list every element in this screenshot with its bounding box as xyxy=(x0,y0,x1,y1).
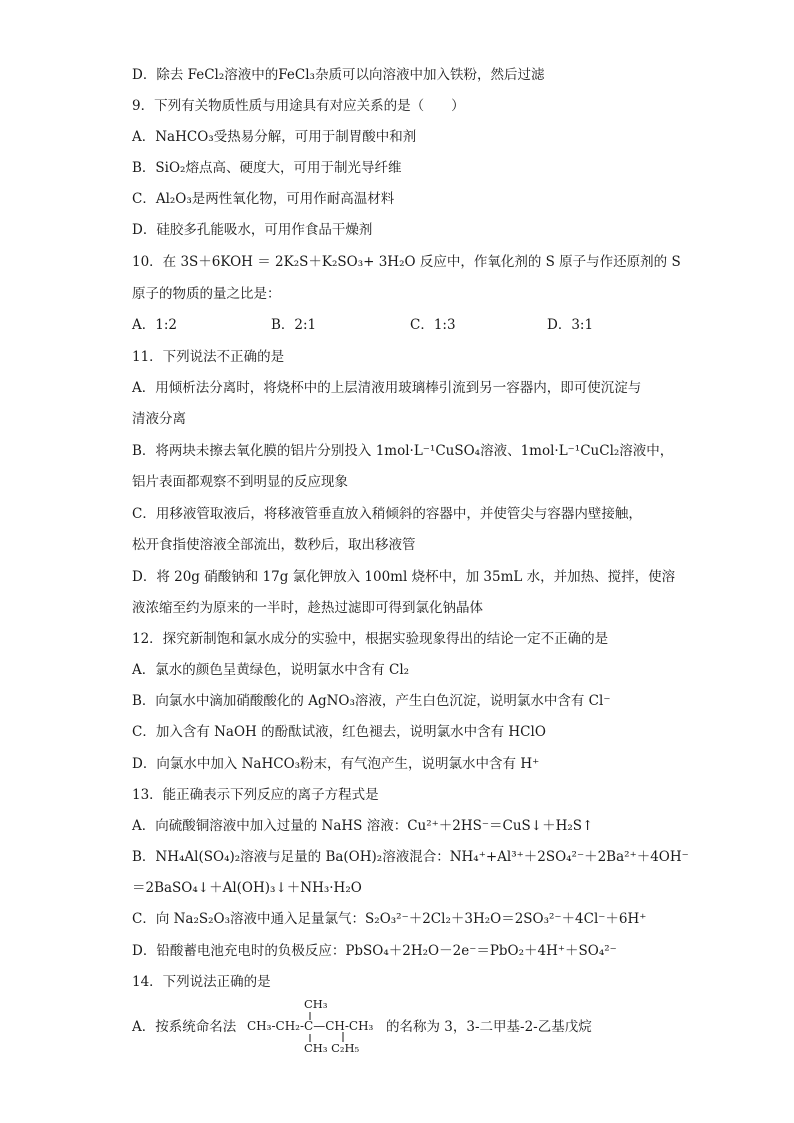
q13-option-b-line1: B．NH₄Al(SO₄)₂溶液与足量的 Ba(OH)₂溶液混合：NH₄⁺+Al³⁺＋2SO₄²⁻＋2Ba²⁺＋4OH⁻ xyxy=(132,849,689,865)
q9-option-a: A．NaHCO₃受热易分解，可用于制胃酸中和剂 xyxy=(132,129,417,145)
q13-option-b-line2: ＝2BaSO₄↓＋Al(OH)₃↓＋NH₃·H₂O xyxy=(132,880,362,896)
q14-option-a-prefix: A．按系统命名法 xyxy=(132,1019,237,1035)
q13-option-a: A．向硫酸铜溶液中加入过量的 NaHS 溶液：Cu²⁺＋2HS⁻＝CuS↓＋H₂S↑ xyxy=(132,818,594,834)
q8-option-d: D．除去 FeCl₂溶液中的FeCl₃杂质可以向溶液中加入铁粉，然后过滤 xyxy=(132,67,545,83)
structure-bottom-substituents: CH₃ C₂H₅ xyxy=(304,1041,360,1055)
q12-option-c: C．加入含有 NaOH 的酚酞试液，红色褪去，说明氯水中含有 HClO xyxy=(132,724,546,740)
q12-option-a: A．氯水的颜色呈黄绿色，说明氯水中含有 Cl₂ xyxy=(132,662,410,678)
q10-option-a: A．1:2 xyxy=(132,317,177,333)
structure-branch-bond xyxy=(335,1030,355,1046)
q11-option-b-line1: B．将两块未擦去氧化膜的铝片分别投入 1mol·L⁻¹CuSO₄溶液、1mol·L⁻¹CuCl₂溶液中， xyxy=(132,443,674,459)
q10-option-c: C．1:3 xyxy=(410,317,456,333)
q11-option-d-line1: D．将 20g 硝酸钠和 17g 氯化钾放入 100ml 烧杯中，加 35mL 水，并加热、搅拌，使溶 xyxy=(132,569,676,585)
q11-option-b-line2: 铝片表面都观察不到明显的反应现象 xyxy=(132,474,348,490)
q13-option-d: D．铅酸蓄电池充电时的负极反应：PbSO₄＋2H₂O－2e⁻＝PbO₂＋4H⁺＋SO₄²⁻ xyxy=(132,943,617,959)
q10-stem-line1: 10．在 3S＋6KOH ＝ 2K₂S＋K₂SO₃+ 3H₂O 反应中，作氧化剂的 S 原子与作还原剂的 S xyxy=(132,254,681,270)
q9-stem: 9．下列有关物质性质与用途具有对应关系的是（ ） xyxy=(132,98,465,114)
q13-stem: 13．能正确表示下列反应的离子方程式是 xyxy=(132,787,379,803)
q13-option-c: C．向 Na₂S₂O₃溶液中通入足量氯气：S₂O₃²⁻＋2Cl₂＋3H₂O＝2SO₃²⁻＋4Cl⁻＋6H⁺ xyxy=(132,911,647,927)
q10-stem-line2: 原子的物质的量之比是： xyxy=(132,286,281,302)
q11-option-a-line2: 清液分离 xyxy=(132,411,186,427)
q12-option-d: D．向氯水中加入 NaHCO₃粉末，有气泡产生，说明氯水中含有 H⁺ xyxy=(132,756,540,772)
q14-stem: 14．下列说法正确的是 xyxy=(132,974,271,990)
q11-option-c-line2: 松开食指使溶液全部流出，数秒后，取出移液管 xyxy=(132,537,416,553)
q14-option-a-suffix: 的名称为 3，3-二甲基-2-乙基戊烷 xyxy=(386,1019,592,1035)
q12-option-b: B．向氯水中滴加硝酸酸化的 AgNO₃溶液，产生白色沉淀，说明氯水中含有 Cl⁻ xyxy=(132,693,611,709)
q9-option-c: C．Al₂O₃是两性氧化物，可用作耐高温材料 xyxy=(132,191,395,207)
q9-option-b: B．SiO₂熔点高、硬度大，可用于制光导纤维 xyxy=(132,160,402,176)
q11-stem: 11．下列说法不正确的是 xyxy=(132,349,285,365)
structure-top-methyl: CH₃ xyxy=(304,997,328,1011)
structure-main-chain: CH₃-CH₂-C—CH-CH₃ xyxy=(247,1019,374,1033)
q11-option-a-line1: A．用倾析法分离时，将烧杯中的上层清液用玻璃棒引流到另一容器内，即可使沉淀与 xyxy=(132,380,642,396)
q10-option-d: D．3:1 xyxy=(547,317,594,333)
q12-stem: 12．探究新制饱和氯水成分的实验中，根据实验现象得出的结论一定不正确的是 xyxy=(132,631,609,647)
q11-option-d-line2: 液浓缩至约为原来的一半时，趁热过滤即可得到氯化钠晶体 xyxy=(132,600,483,616)
q10-option-b: B．2:1 xyxy=(271,317,317,333)
q11-option-c-line1: C．用移液管取液后，将移液管垂直放入稍倾斜的容器中，并使管尖与容器内壁接触， xyxy=(132,506,642,522)
structure-bonds xyxy=(300,1008,320,1048)
q9-option-d: D．硅胶多孔能吸水，可用作食品干燥剂 xyxy=(132,222,373,238)
